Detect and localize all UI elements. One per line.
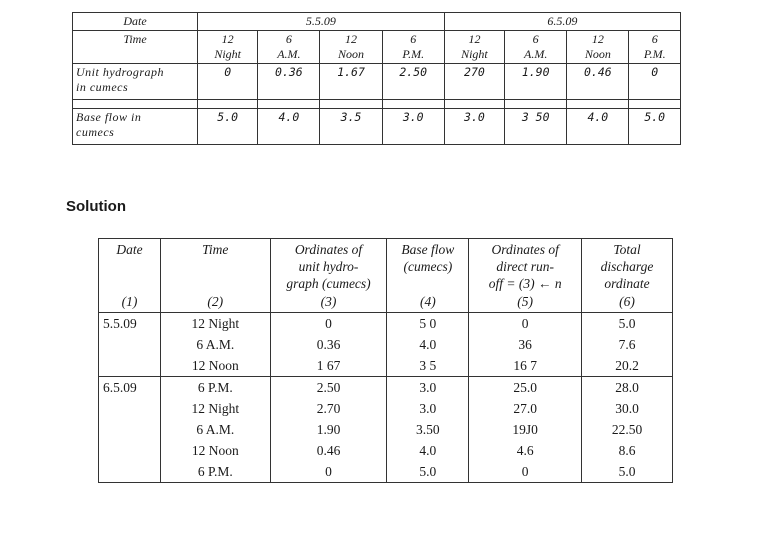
bf-value: 3.0 [444,109,504,145]
row-total: 5.0 [582,461,673,483]
row-time: 6 P.M. [160,461,270,483]
col-num: (6) [582,292,673,313]
date-row [73,13,681,31]
time-row [73,31,681,64]
row-dro: 27.0 [469,398,582,419]
column-number-row [99,292,673,313]
row-date [99,334,161,355]
table-row [99,461,673,483]
row-total: 8.6 [582,440,673,461]
row-bf: 5.0 [387,461,469,483]
row-dro: 0 [469,461,582,483]
row-time: 6 A.M. [160,419,270,440]
row-total: 22.50 [582,419,673,440]
time-cell: 6 P.M. [629,31,681,64]
header-dro: Ordinates of direct run- off = (3) ← n [469,239,582,293]
row-bf: 5 0 [387,313,469,335]
row-bf: 3 5 [387,355,469,377]
row-total: 28.0 [582,377,673,399]
date-cell-2: 6.5.09 [444,13,680,31]
row-dro: 19J0 [469,419,582,440]
col-num: (3) [270,292,387,313]
header-date: Date [99,239,161,293]
bf-value: 3.0 [382,109,444,145]
row-bf: 4.0 [387,440,469,461]
row-dro: 25.0 [469,377,582,399]
base-flow-label: Base flow in cumecs [73,109,198,145]
row-bf: 3.50 [387,419,469,440]
row-uh: 1 67 [270,355,387,377]
row-dro: 36 [469,334,582,355]
table-row [99,419,673,440]
row-time: 12 Night [160,313,270,335]
time-cell: 12 Noon [320,31,382,64]
bf-value: 3.5 [320,109,382,145]
table-row [99,313,673,335]
col-num: (2) [160,292,270,313]
header-bf: Base flow (cumecs) [387,239,469,293]
row-bf: 3.0 [387,398,469,419]
col-num: (1) [99,292,161,313]
row-uh: 2.70 [270,398,387,419]
header-time: Time [160,239,270,293]
row-time: 12 Noon [160,440,270,461]
table-row [99,355,673,377]
table-row [99,334,673,355]
time-cell: 6 A.M. [505,31,567,64]
table-row [99,440,673,461]
row-total: 20.2 [582,355,673,377]
solution-heading: Solution [66,198,126,215]
time-cell: 12 Noon [567,31,629,64]
spacer-row [73,100,681,109]
col-num: (4) [387,292,469,313]
col-num: (5) [469,292,582,313]
uh-value: 0.36 [258,64,320,100]
unit-hydrograph-label: Unit hydrograph in cumecs [73,64,198,100]
time-cell: 12 Night [198,31,258,64]
row-uh: 2.50 [270,377,387,399]
unit-hydrograph-row [73,64,681,100]
header-row [99,239,673,293]
bf-value: 5.0 [198,109,258,145]
uh-value: 2.50 [382,64,444,100]
row-date: 6.5.09 [99,377,161,399]
date-cell-1: 5.5.09 [198,13,445,31]
uh-value: 0 [198,64,258,100]
time-cell: 6 A.M. [258,31,320,64]
row-uh: 0 [270,313,387,335]
row-date [99,355,161,377]
row-dro: 0 [469,313,582,335]
date-label: Date [73,13,198,31]
base-flow-row [73,109,681,145]
bf-value: 5.0 [629,109,681,145]
row-date [99,461,161,483]
uh-value: 1.67 [320,64,382,100]
bf-value: 3 50 [505,109,567,145]
time-label: Time [73,31,198,64]
row-dro: 4.6 [469,440,582,461]
row-total: 5.0 [582,313,673,335]
given-data-table [72,12,681,145]
row-uh: 0.36 [270,334,387,355]
row-date [99,398,161,419]
row-uh: 0.46 [270,440,387,461]
row-total: 30.0 [582,398,673,419]
row-time: 12 Noon [160,355,270,377]
row-date [99,440,161,461]
uh-value: 270 [444,64,504,100]
row-date: 5.5.09 [99,313,161,335]
row-total: 7.6 [582,334,673,355]
table-row [99,377,673,399]
table-row [99,398,673,419]
solution-table [98,238,673,483]
row-dro: 16 7 [469,355,582,377]
header-total: Total discharge ordinate [582,239,673,293]
uh-value: 1.90 [505,64,567,100]
row-bf: 3.0 [387,377,469,399]
row-date [99,419,161,440]
row-uh: 1.90 [270,419,387,440]
uh-value: 0 [629,64,681,100]
header-uh: Ordinates of unit hydro- graph (cumecs) [270,239,387,293]
bf-value: 4.0 [567,109,629,145]
time-cell: 6 P.M. [382,31,444,64]
row-bf: 4.0 [387,334,469,355]
uh-value: 0.46 [567,64,629,100]
time-cell: 12 Night [444,31,504,64]
bf-value: 4.0 [258,109,320,145]
row-time: 6 P.M. [160,377,270,399]
row-uh: 0 [270,461,387,483]
row-time: 12 Night [160,398,270,419]
row-time: 6 A.M. [160,334,270,355]
